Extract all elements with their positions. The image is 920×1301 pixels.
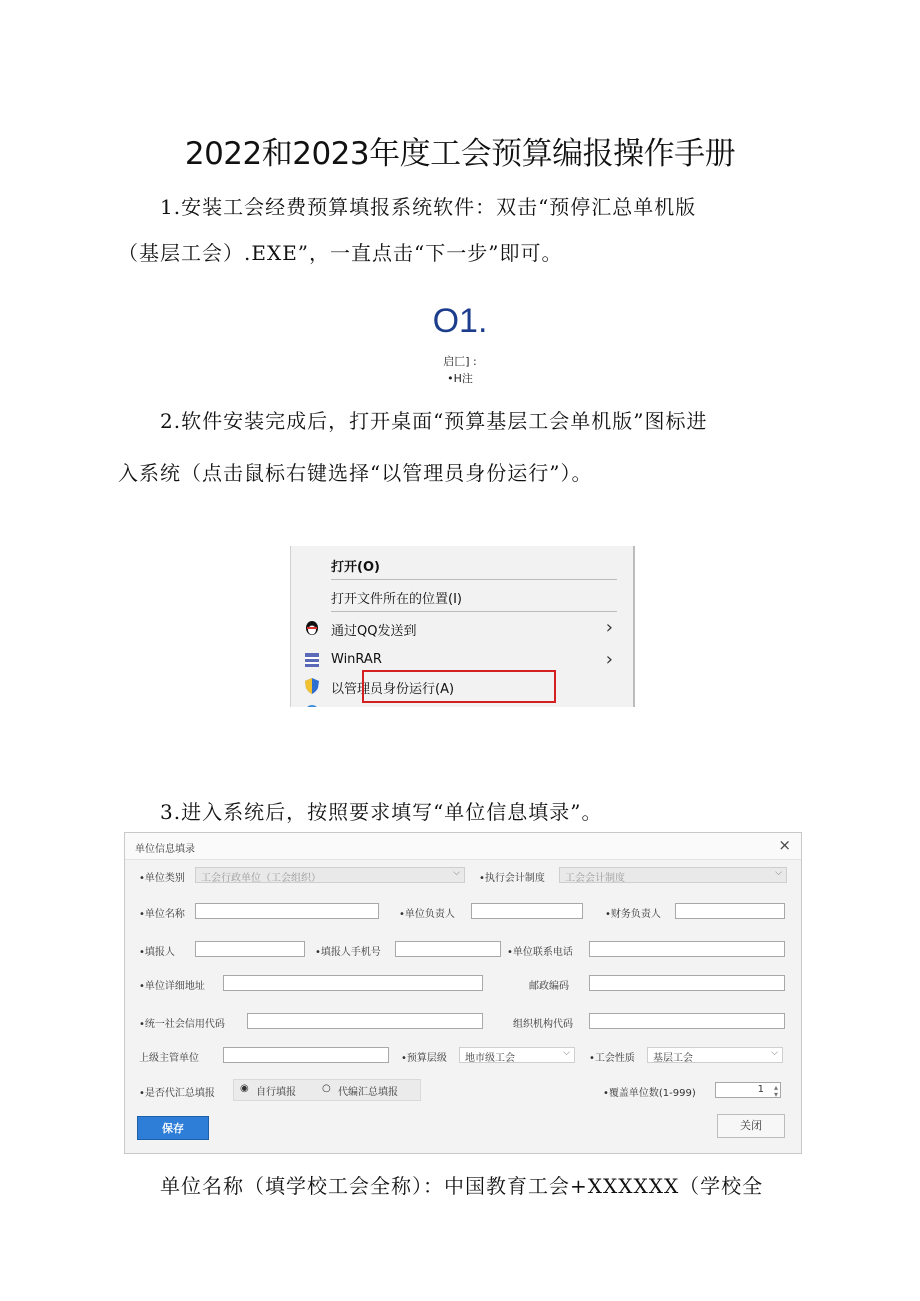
- step1-text-line1: 1.安装工会经费预算填报系统软件：双击“预停汇总单机版: [160, 195, 697, 219]
- uac-shield-icon: [303, 677, 321, 695]
- superior-label: 上级主管单位: [139, 1053, 199, 1064]
- icon-label-line1: 启匚] :: [443, 355, 477, 368]
- chevron-down-icon: ⌵: [771, 1048, 778, 1058]
- spinner-arrows-icon[interactable]: ▴ ▾: [773, 1083, 778, 1099]
- highlight-box: [362, 670, 556, 703]
- winrar-icon: [303, 651, 321, 669]
- chevron-down-icon: ⌵: [775, 868, 782, 878]
- menu-item-label: WinRAR: [331, 652, 382, 667]
- menu-item-open[interactable]: [291, 550, 627, 578]
- menu-item-send-qq[interactable]: [291, 614, 627, 642]
- radio-agent-icon[interactable]: ○: [322, 1083, 331, 1094]
- qq-penguin-icon: [303, 619, 321, 637]
- filler-phone-label: •填报人手机号: [315, 947, 381, 958]
- filler-label: •填报人: [139, 947, 175, 958]
- unit-head-field[interactable]: [471, 903, 583, 919]
- menu-separator: [331, 579, 617, 580]
- unit-type-label: •单位类别: [139, 873, 185, 884]
- covered-units-stepper[interactable]: [715, 1082, 781, 1098]
- unit-info-dialog: [124, 832, 802, 1154]
- installer-icon-caption: O1.: [432, 302, 488, 340]
- radio-agent-label: 代编汇总填报: [338, 1087, 398, 1098]
- menu-item-label: 以管理员身份运行(A): [331, 682, 455, 697]
- union-nature-select[interactable]: [647, 1047, 783, 1063]
- step3-text: 3.进入系统后，按照要求填写“单位信息填录”。: [160, 800, 603, 824]
- superior-field[interactable]: [223, 1047, 389, 1063]
- chevron-right-icon: ›: [605, 617, 613, 638]
- org-code-field[interactable]: [589, 1013, 785, 1029]
- covered-units-label: •覆盖单位数(1-999): [603, 1088, 696, 1099]
- credit-code-label: •统一社会信用代码: [139, 1019, 225, 1030]
- step2-text-line1: 2.软件安装完成后，打开桌面“预算基层工会单机版”图标进: [160, 409, 708, 433]
- fill-mode-radio-group: [233, 1079, 421, 1101]
- menu-item-label: 打开文件所在的位置(I): [331, 592, 462, 607]
- postcode-label: 邮政编码: [529, 981, 569, 992]
- union-nature-label: •工会性质: [589, 1053, 635, 1064]
- icon-label-line2: •H注: [447, 372, 473, 385]
- chevron-down-icon: ⌵: [563, 1048, 570, 1058]
- step1-text-line2: （基层工会）.EXE”，一直点击“下一步”即可。: [118, 241, 563, 265]
- unit-phone-field[interactable]: [589, 941, 785, 957]
- covered-units-value: 1: [757, 1084, 764, 1095]
- is-agent-label: •是否代汇总填报: [139, 1088, 215, 1099]
- unit-phone-label: •单位联系电话: [507, 947, 573, 958]
- unit-name-field[interactable]: [195, 903, 379, 919]
- save-button[interactable]: 保存: [137, 1116, 209, 1140]
- unit-type-select[interactable]: [195, 867, 465, 883]
- address-label: •单位详细地址: [139, 981, 205, 992]
- unit-head-label: •单位负责人: [399, 909, 455, 920]
- postcode-field[interactable]: [589, 975, 785, 991]
- accounting-select[interactable]: [559, 867, 787, 883]
- address-field[interactable]: [223, 975, 483, 991]
- budget-level-select[interactable]: [459, 1047, 575, 1063]
- finance-head-field[interactable]: [675, 903, 785, 919]
- accounting-value: 工会会计制度: [565, 873, 625, 884]
- step2-text-line2: 入系统（点击鼠标右键选择“以管理员身份运行”）。: [118, 461, 593, 485]
- menu-item-label: 打开(O): [331, 560, 380, 575]
- credit-code-field[interactable]: [247, 1013, 483, 1029]
- finance-head-label: •财务负责人: [605, 909, 661, 920]
- accounting-label: •执行会计制度: [479, 873, 545, 884]
- dialog-title: 单位信息填录: [135, 844, 195, 855]
- filler-field[interactable]: [195, 941, 305, 957]
- menu-separator: [331, 611, 617, 612]
- radio-self-icon[interactable]: ◉: [240, 1083, 249, 1094]
- menu-item-label: 通过QQ发送到: [331, 624, 417, 639]
- org-code-label: 组织机构代码: [513, 1019, 573, 1030]
- chevron-right-icon: ›: [605, 649, 613, 670]
- budget-level-value: 地市级工会: [465, 1053, 515, 1064]
- dialog-header: [125, 833, 801, 860]
- document-title: 2022和2023年度工会预算编报操作手册: [184, 136, 736, 172]
- unit-name-label: •单位名称: [139, 909, 185, 920]
- chevron-down-icon: ⌵: [453, 868, 460, 878]
- close-icon[interactable]: ×: [778, 836, 791, 854]
- unit-name-instruction: 单位名称（填学校工会全称）：中国教育工会+XXXXXX（学校全: [160, 1174, 764, 1198]
- filler-phone-field[interactable]: [395, 941, 501, 957]
- union-nature-value: 基层工会: [653, 1053, 693, 1064]
- budget-level-label: •预算层级: [401, 1053, 447, 1064]
- partial-icon: [303, 700, 321, 707]
- radio-self-label: 自行填报: [256, 1087, 296, 1098]
- unit-type-value: 工会行政单位（工会组织）: [201, 873, 321, 884]
- close-button[interactable]: 关闭: [717, 1114, 785, 1138]
- menu-item-open-location[interactable]: [291, 582, 627, 610]
